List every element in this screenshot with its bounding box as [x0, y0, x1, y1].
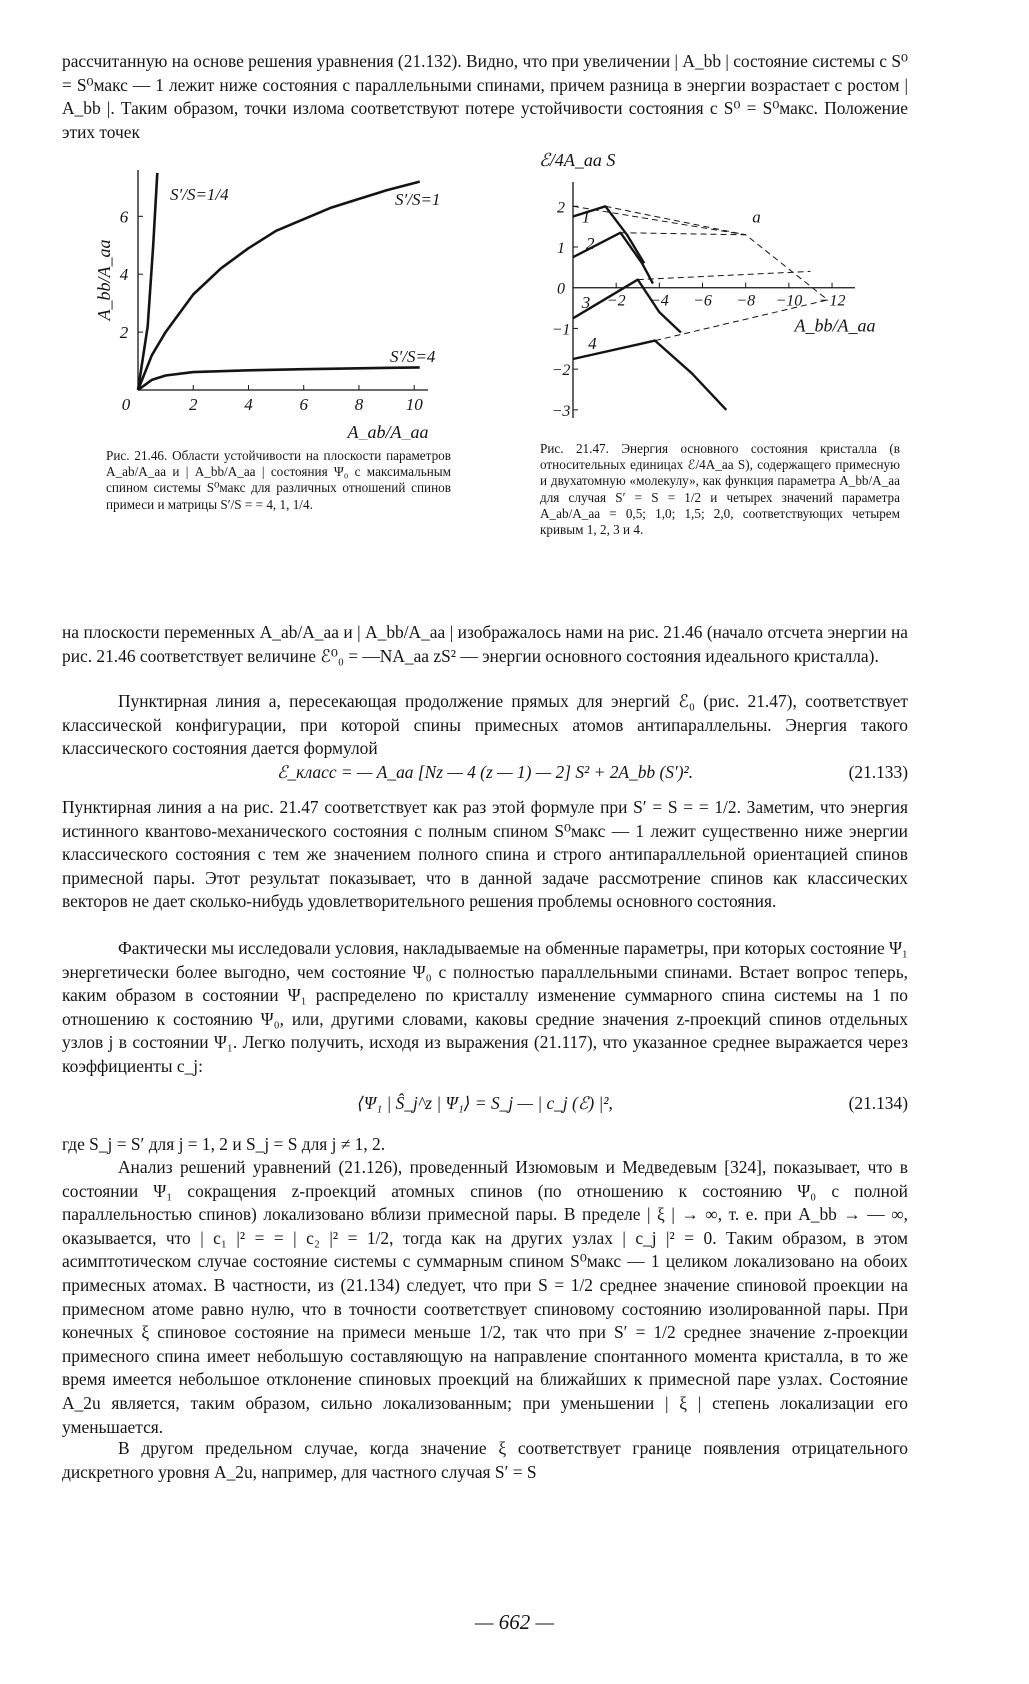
curve-label-1: 1: [581, 207, 591, 227]
y-tick-label: −2: [551, 362, 571, 380]
figure-21-46: [90, 170, 460, 440]
caption-figure-21-46: Рис. 21.46. Области устойчивости на плоскости параметров A_ab/A_aa и | A_bb/A_aa | состояния Ψ₀ с максимальным спином системы S⁰макс для различных отношений спинов примеси и матрицы S′/S = = 4, 1, 1/4.: [106, 448, 451, 512]
series-label-1: S′/S=1/4: [170, 185, 229, 204]
dashed-extension: [638, 271, 811, 279]
x-tick-label: −2: [606, 292, 626, 310]
curve-label-2: 2: [586, 234, 595, 254]
page-number: — 662 —: [474, 1610, 555, 1634]
equation-number: (21.133): [848, 762, 908, 782]
equation-body: ⟨Ψ₁ | Ŝ_j^z | Ψ₁⟩ = S_j — | c_j (ℰ) |²,: [357, 1093, 613, 1113]
y-tick-label: 1: [557, 240, 565, 257]
y-axis-label: ℰ/4A_aa S: [539, 150, 616, 170]
y-tick-label: 2: [557, 199, 565, 217]
equation-body: ℰ_класс = — A_aa [Nz — 4 (z — 1) — 2] S² + 2A_bb (S′)².: [276, 762, 694, 782]
x-tick-label: 8: [354, 395, 364, 414]
x-tick-label: 6: [299, 395, 308, 414]
paragraph-limit: В другом предельном случае, когда значение ξ соответствует границе появления отрицательного дискретного уровня A_2u, например, для частного случая S′ = S: [62, 1438, 908, 1482]
equation-number: (21.134): [848, 1093, 908, 1113]
x-tick-label: −4: [649, 292, 669, 310]
x-tick-label: −8: [736, 292, 756, 310]
x-tick-label: 0: [121, 395, 131, 414]
equation-21-134: [62, 1090, 908, 1116]
classical-line-a: [573, 206, 828, 300]
paragraph-conditions: Фактически мы исследовали условия, накладываемые на обменные параметры, при которых состояние Ψ₁ энергетически более выгодно, чем состояние Ψ₀ с полностью параллельными спинами. Встает вопрос теперь, каким образом в состоянии Ψ₁ распределено по кристаллу изменение суммарного спина системы на 1 по отношению к состоянию Ψ₀, или, другими словами, каковы средние значения z-проекций спинов отдельных узлов j в состоянии Ψ₁. Легко получить, исходя из выражения (21.117), что указанное среднее выражается через коэффициенты c_j:: [62, 938, 908, 1076]
curve-label-4: 4: [588, 333, 597, 353]
curve-label-3: 3: [581, 293, 591, 313]
series-line-3: [138, 367, 420, 390]
x-tick-label: 2: [188, 395, 198, 414]
x-tick-label: 4: [244, 395, 253, 414]
energy-chart: [535, 150, 915, 438]
x-axis-label: A_ab/A_aa: [347, 422, 429, 440]
dashed-extension: [621, 233, 746, 235]
figure-21-47: [535, 150, 915, 438]
curve-label-5: a: [752, 207, 761, 227]
paragraph-where: где S_j = S′ для j = 1, 2 и S_j = S для j ≠ 1, 2.: [62, 1134, 386, 1154]
caption-figure-21-47: Рис. 21.47. Энергия основного состояния кристалла (в относительных единицах ℰ/4A_aa S), содержащего примесную и двухатомную «молекулу», как функция параметра A_bb/A_aa для случая S′ = S = 1/2 и четырех значений параметра A_ab/A_aa = 0,5; 1,0; 1,5; 2,0, соответствующих четырем кривым 1, 2, 3 и 4.: [540, 441, 900, 538]
x-axis-label: A_bb/A_aa: [794, 315, 876, 336]
y-tick-label: 4: [119, 265, 129, 285]
x-tick-label: −10: [775, 292, 803, 310]
paragraph-dashed-line: Пунктирная линия a, пересекающая продолжение прямых для энергий ℰ₀ (рис. 21.47), соответствует классической конфигурации, при которой спины примесных атомов антипараллельны. Энергия такого классического состояния дается формулой: [62, 691, 908, 759]
series-label-2: S′/S=1: [395, 190, 441, 209]
y-tick-label: 0: [557, 280, 565, 298]
y-tick-label: −3: [551, 402, 571, 420]
series-label-3: S′/S=4: [390, 347, 436, 366]
paragraph-intro: рассчитанную на основе решения уравнения (21.132). Видно, что при увеличении | A_bb | состояние системы с S⁰ = S⁰макс — 1 лежит ниже состояния с параллельными спинами, причем разница в энергии возрастает с ростом | A_bb |. Таким образом, точки излома соответствуют потере устойчивости состояния с S⁰ = S⁰макс. Положение этих точек: [62, 51, 908, 142]
series-line-2: [138, 182, 420, 390]
y-tick-label: 6: [119, 207, 129, 227]
x-tick-label: −12: [818, 292, 846, 310]
paragraph-classical: Пунктирная линия a на рис. 21.47 соответствует как раз этой формуле при S′ = S = = 1/2. Заметим, что энергия истинного квантово-механического состояния с полным спином S⁰макс — 1 лежит существенно ниже энергии классического состояния с тем же значением полного спина и строго антипараллельной ориентацией спинов примесной пары. Этот результат показывает, что в данной задаче рассмотрение спинов как классических векторов не дает сколько-нибудь удовлетворительного решения проблемы основного состояния.: [62, 797, 908, 912]
dashed-extension: [605, 206, 745, 235]
y-tick-label: 2: [119, 323, 129, 343]
paragraph-analysis: Анализ решений уравнений (21.126), проведенный Изюмовым и Медведевым [324], показывает, что в состоянии Ψ₁ сокращения z-проекций атомных спинов (по отношению к состоянию Ψ₀ с полной параллельностью спинов) локализовано вблизи примесной пары. В пределе | ξ | → ∞, т. е. при A_bb → — ∞, оказывается, что | c₁ |² = = | c₂ |² = 1/2, тогда как на других узлах | c_j |² = 0. Таким образом, в этом асимптотическом случае состояние системы с суммарным спином S⁰макс — 1 целиком локализовано на обоих примесных атомах. В частности, из (21.134) следует, что при S = 1/2 среднее значение спиновой проекции на примесном атоме равно нулю, что в точности соответствует спиновому состоянию изолированной пары. При конечных ξ спиновое состояние на примеси меньше 1/2, так что при S′ = 1/2 среднее значение z-проекции примесного спина имеет небольшую составляющую на направление спонтанного момента кристалла, в то же время имеется небольшое отклонение спиновых проекций на ближайших к примесной паре узлах. Состояние A_2u является, таким образом, сильно локализованным; при уменьшении | ξ | степень локализации его уменьшается.: [62, 1157, 908, 1437]
series-line-1: [138, 173, 157, 390]
paragraph-plane: на плоскости переменных A_ab/A_aa и | A_bb/A_aa | изображалось нами на рис. 21.46 (начало отсчета энергии на рис. 21.46 соответствует величине ℰ⁰₀ = —NA_aa zS² — энергии основного состояния идеального кристалла).: [62, 622, 908, 666]
y-axis-label: A_bb/A_aa: [94, 239, 114, 321]
stability-chart: [90, 170, 460, 440]
x-tick-label: −6: [693, 292, 712, 310]
x-tick-label: 10: [405, 395, 423, 414]
y-tick-label: −1: [551, 321, 571, 339]
equation-21-133: [62, 759, 908, 785]
